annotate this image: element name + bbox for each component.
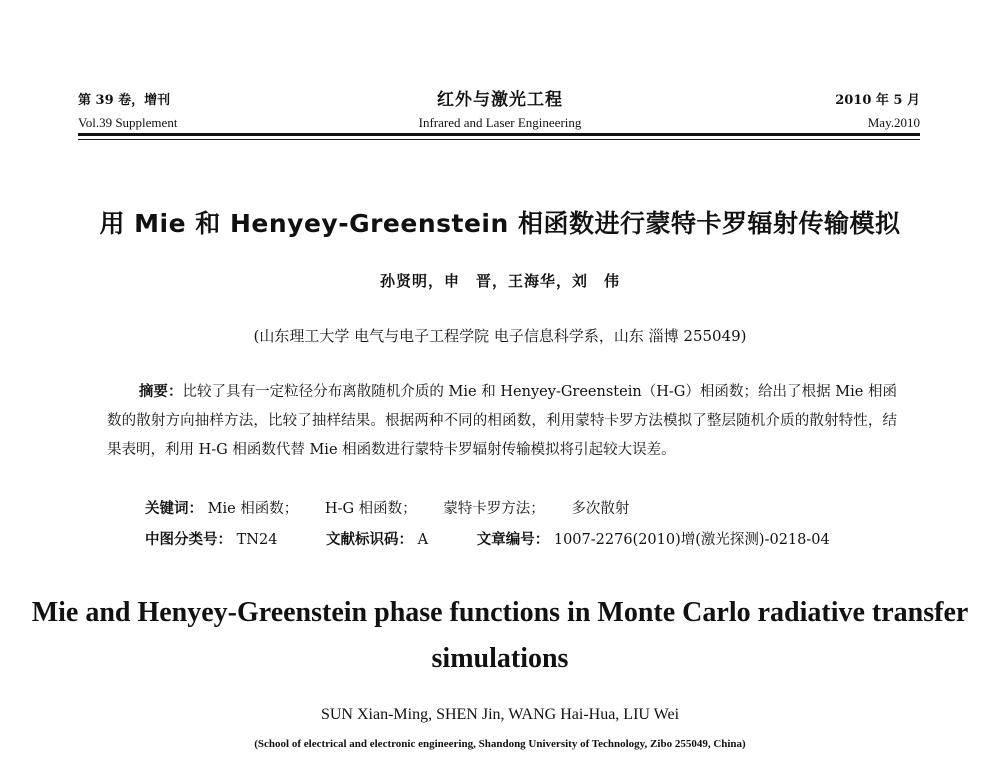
header-rule-thin: [78, 139, 920, 140]
journal-name-en: Infrared and Laser Engineering: [418, 115, 582, 130]
volume-cn: 第 39 卷，增刊: [78, 93, 171, 108]
journal-name-cn: 红外与激光工程: [437, 90, 563, 110]
keyword-item: 蒙特卡罗方法；: [443, 501, 545, 517]
clc-label: 中图分类号：: [145, 532, 232, 548]
doc-code-label: 文献标识码：: [326, 532, 414, 548]
abstract: [107, 378, 897, 465]
authors-cn: 孙贤明，申 晋，王海华，刘 伟: [379, 272, 620, 290]
keywords: [145, 497, 629, 518]
classification: [145, 528, 830, 549]
paper-title-cn: 用 Mie 和 Henyey-Greenstein 相函数进行蒙特卡罗辐射传输模拟: [99, 209, 901, 238]
article-number-label: 文章编号：: [476, 532, 550, 548]
affiliation-en: (School of electrical and electronic engineering, Shandong University of Technology, Zibo 255049, China): [254, 738, 746, 750]
paper-title-en: Mie and Henyey-Greenstein phase functions in Monte Carlo radiative transfer simulations: [31, 597, 969, 674]
affiliation-cn: (山东理工大学 电气与电子工程学院 电子信息科学系，山东 淄博 255049): [253, 327, 747, 345]
clc-value: TN24: [236, 532, 278, 548]
date-en: May.2010: [867, 115, 920, 130]
keywords-label: 关键词：: [145, 501, 203, 517]
authors-en: SUN Xian-Ming, SHEN Jin, WANG Hai-Hua, LIU Wei: [320, 706, 680, 723]
article-number-value: 1007-2276(2010)增(激光探测)-0218-04: [553, 532, 830, 548]
header-rule-thick: [78, 133, 920, 136]
abstract-paragraph: [107, 378, 897, 465]
abstract-label: 摘要：: [138, 384, 183, 400]
keyword-item: Mie 相函数；: [207, 501, 299, 517]
keyword-item: H-G 相函数；: [324, 501, 417, 517]
keyword-item: 多次散射: [571, 501, 630, 517]
journal-date: [835, 92, 920, 131]
date-cn: 2010 年 5 月: [835, 93, 920, 108]
doc-code-value: A: [417, 532, 429, 548]
volume-en: Vol.39 Supplement: [78, 115, 178, 130]
abstract-text: 比较了具有一定粒径分布离散随机介质的 Mie 和 Henyey-Greenstein（H-G）相函数；给出了根据 Mie 相函数的散射方向抽样方法，比较了抽样结果。根据两种不同的相函数，利用蒙特卡罗方法模拟了整层随机介质的散射特性，结果表明，利用 H-G 相函数代替 Mie 相函数进行蒙特卡罗辐射传输模拟将引起较大误差。: [107, 384, 897, 458]
